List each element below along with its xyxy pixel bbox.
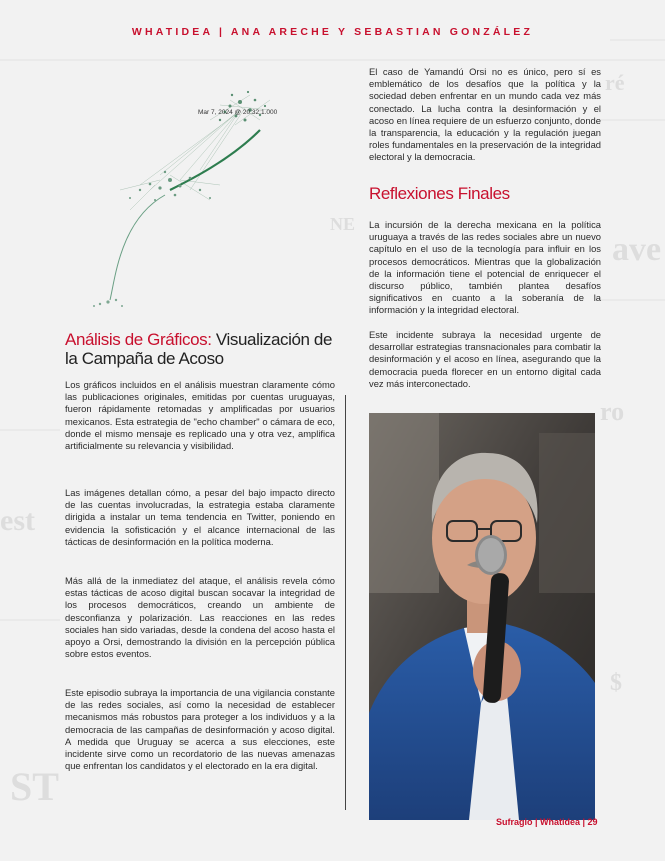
graph-long-edge xyxy=(110,195,165,300)
analysis-paragraph-4: Este episodio subraya la importancia de una vigilancia constante de las redes sociales, así como la necesidad de establecer mecanismos más robustos para proteger a los individuos y a la democracia de las campañas de desinformación y acoso digital. A medida que Uruguay se acerca a sus elecciones, este incidente sirve como un recordatorio de las nuevas amenazas que enfrentan los candidatos y el electorado en la era digital. xyxy=(65,687,335,772)
graph-cluster-top xyxy=(219,91,266,122)
graph-cluster-bottom xyxy=(93,299,123,307)
svg-text:$: $ xyxy=(610,670,622,696)
analysis-paragraph-1: Los gráficos incluidos en el análisis muestran claramente cómo las publicaciones originales, emitidas por cuentas uruguayas, fueron rápidamente retomadas y amplificadas por usuarios mexicanos. Esta estrategia de "echo chamber" o cámara de eco, donde el mismo mensaje es replicado una y otra vez, amplifica artificialmente su relevancia y visibilidad. xyxy=(65,379,335,452)
analysis-heading-rest: Visualización de la Campaña de Acoso xyxy=(65,330,333,368)
network-graph xyxy=(60,80,320,320)
svg-text:est: est xyxy=(0,504,35,537)
reflexiones-paragraph-1: La incursión de la derecha mexicana en la política uruguaya a través de las redes sociales abre un nuevo capítulo en el uso de la tecnología para influir en los procesos democráticos. Mientras que la globalización de la información tiene el potencial de enriquecer el discurso público, también plantea desafíos significativos en cuanto a la soberanía de la información y la integridad electoral. xyxy=(369,219,601,316)
column-divider xyxy=(345,395,346,810)
svg-text:NE: NE xyxy=(330,214,356,234)
svg-text:ro: ro xyxy=(600,397,625,426)
svg-text:ré: ré xyxy=(605,70,625,95)
reflexiones-heading: Reflexiones Finales xyxy=(369,184,510,203)
graph-date-label: Mar 7, 2024 @ 20:32:1.000 xyxy=(198,109,278,116)
page-footer: Sufragio | Whatidea | 29 xyxy=(496,817,598,827)
analysis-paragraph-3: Más allá de la inmediatez del ataque, el análisis revela cómo estas tácticas de acoso digital buscan socavar la integridad de los procesos democráticos, creando un ambiente de desconfianza y polarización. Las reacciones en las redes sociales han sido variadas, desde la condena del acoso hasta el apoyo a Orsi, demostrando la división en la percepción pública sobre estos eventos. xyxy=(65,575,335,660)
intro-paragraph: El caso de Yamandú Orsi no es único, pero sí es emblemático de los desafíos que la política y la sociedad deben enfrentar en un mundo cada vez más conectado. La lucha contra la desinformación y el acoso en línea requiere de un esfuerzo conjunto, donde la transparencia, la educación y la regulación juegan roles fundamentales en la preservación de la integridad electoral y la democracia. xyxy=(369,66,601,163)
speaker-photo xyxy=(369,413,595,820)
svg-text:ave: ave xyxy=(612,231,662,268)
analysis-heading-red: Análisis de Gráficos: xyxy=(65,330,212,349)
analysis-heading xyxy=(65,330,335,368)
svg-text:ST: ST xyxy=(10,764,59,809)
page-header: WHATIDEA | ANA ARECHE Y SEBASTIAN GONZÁLEZ xyxy=(131,26,534,38)
analysis-paragraph-2: Las imágenes detallan cómo, a pesar del bajo impacto directo de las cuentas involucradas, la estrategia estaba claramente dirigida a instalar un tema tendencia en Twitter, poniendo en evidencia la sofisticación y el alcance internacional de las tácticas de desinformación en la política moderna. xyxy=(65,487,335,547)
reflexiones-paragraph-2: Este incidente subraya la necesidad urgente de desarrollar estrategias transnacionales para combatir la desinformación y el acoso en línea, asegurando que la democracia pueda florecer en un entorno digital cada vez más interconectado. xyxy=(369,329,601,389)
